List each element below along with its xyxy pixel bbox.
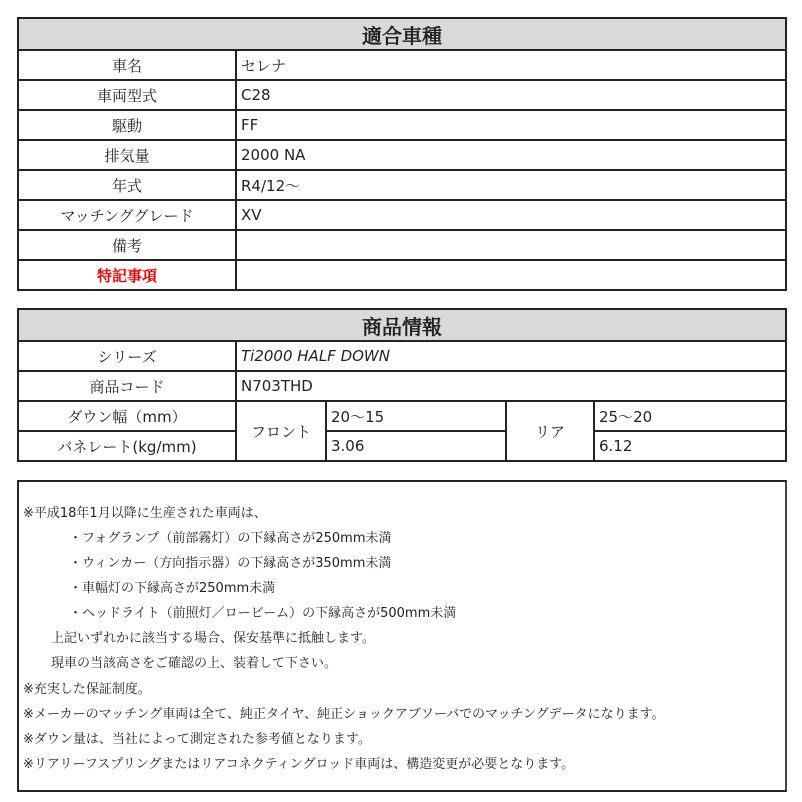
row-label: 車両型式 xyxy=(18,80,236,110)
rate-label: バネレート(kg/mm) xyxy=(18,431,236,461)
note-line: ※ダウン量は、当社によって測定された参考値となります。 xyxy=(23,732,371,747)
table-row xyxy=(18,110,786,140)
row-label: 駆動 xyxy=(18,110,236,140)
row-value xyxy=(236,260,786,290)
note-line: ・ヘッドライト（前照灯／ロービーム）の下縁高さが500mm未満 xyxy=(69,606,457,621)
note-line: ・ウィンカー（方向指示器）の下縁高さが350mm未満 xyxy=(69,556,392,571)
row-value: 2000 NA xyxy=(236,140,786,170)
row-value: R4/12～ xyxy=(236,170,786,200)
series-label: シリーズ xyxy=(18,341,236,371)
row-label: 排気量 xyxy=(18,140,236,170)
row-label: 車名 xyxy=(18,50,236,80)
front-rate-value: 3.06 xyxy=(326,431,506,461)
rear-rate-value: 6.12 xyxy=(594,431,786,461)
table-row xyxy=(18,50,786,80)
table-row xyxy=(18,260,786,290)
product-info-table xyxy=(17,308,787,462)
rear-down-value: 25～20 xyxy=(594,401,786,431)
row-value: C28 xyxy=(236,80,786,110)
front-label: フロント xyxy=(236,401,326,461)
table-row xyxy=(18,341,786,371)
rear-label: リア xyxy=(506,401,594,461)
row-label: 年式 xyxy=(18,170,236,200)
code-label: 商品コード xyxy=(18,371,236,401)
note-line: ※充実した保証制度。 xyxy=(23,682,151,697)
product-table-title: 商品情報 xyxy=(18,309,786,341)
note-line: ・フォグランプ（前部霧灯）の下縁高さが250mm未満 xyxy=(69,531,392,546)
note-line: ※平成18年1月以降に生産された車両は、 xyxy=(23,506,267,521)
table-row xyxy=(18,170,786,200)
row-value: FF xyxy=(236,110,786,140)
table-row xyxy=(18,200,786,230)
table-row xyxy=(18,230,786,260)
front-down-value: 20～15 xyxy=(326,401,506,431)
table-row xyxy=(18,80,786,110)
row-value: セレナ xyxy=(236,50,786,80)
special-notes-label: 特記事項 xyxy=(18,260,236,290)
row-label: マッチンググレード xyxy=(18,200,236,230)
row-label: 備考 xyxy=(18,230,236,260)
table-row xyxy=(18,401,786,431)
note-line: ※リアリーフスプリングまたはリアコネクティングロッド車両は、構造変更が必要となります。 xyxy=(23,757,575,772)
table-row xyxy=(18,371,786,401)
note-line: ※メーカーのマッチング車両は全て、純正タイヤ、純正ショックアブソーバでのマッチングデータになります。 xyxy=(23,707,665,722)
note-line: 上記いずれかに該当する場合、保安基準に抵触します。 xyxy=(51,631,375,646)
series-value: Ti2000 HALF DOWN xyxy=(236,341,786,371)
row-value: XV xyxy=(236,200,786,230)
table-row xyxy=(18,431,786,461)
row-value xyxy=(236,230,786,260)
vehicle-table-title: 適合車種 xyxy=(18,18,786,50)
note-line: 現車の当該高さをご確認の上、装着して下さい。 xyxy=(51,656,338,671)
note-line: ・車幅灯の下縁高さが250mm未満 xyxy=(69,581,276,596)
vehicle-fitment-table xyxy=(17,17,787,291)
down-label: ダウン幅（mm） xyxy=(18,401,236,431)
table-row xyxy=(18,140,786,170)
notes-box xyxy=(17,480,787,792)
code-value: N703THD xyxy=(236,371,786,401)
